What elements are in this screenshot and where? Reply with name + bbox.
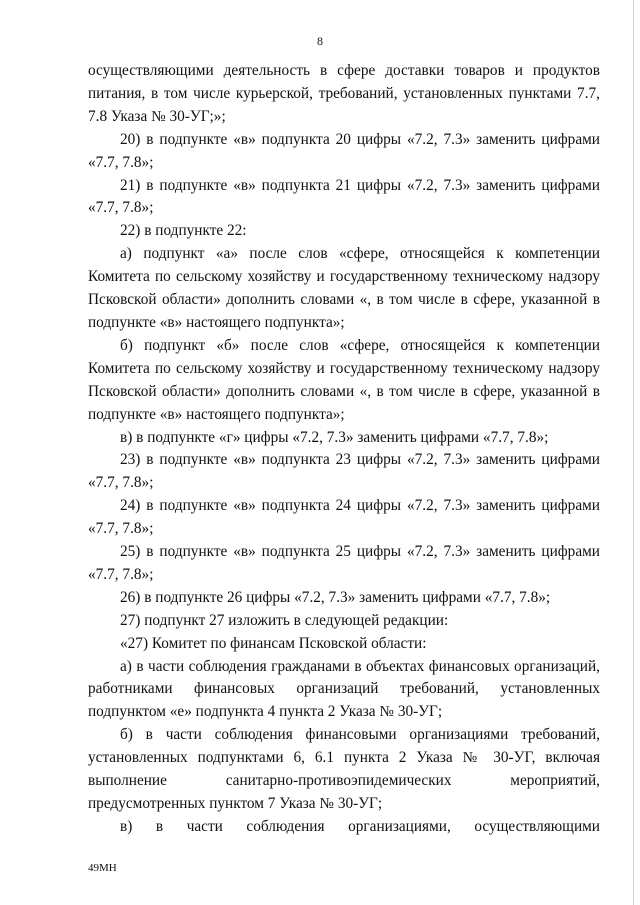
paragraph-item-22: 22) в подпункте 22: (120, 222, 247, 240)
paragraph-item-27-v: в) в части соблюдения организациями, осуществляющими (120, 817, 600, 835)
paragraph-item-22-a: а) подпункт «а» после слов «сфере, относящейся к компетенции Комитета по сельскому хозяйству и государственному техническому надзору Псковской области» дополнить словами «, в том числе в сфере, указанной в подпункте «в» настоящего подпункта»; (88, 245, 600, 331)
document-body (88, 60, 600, 839)
paragraph-item-27: 27) подпункт 27 изложить в следующей редакции: (120, 611, 449, 629)
paragraph-continuation: осуществляющими деятельность в сфере доставки товаров и продуктов питания, в том числе курьерской, требований, установленных пунктами 7.7, 7.8 Указа № 30-УГ;»; (88, 62, 600, 125)
scan-edge-line (633, 0, 634, 905)
paragraph-item-23: 23) в подпункте «в» подпункта 23 цифры «7.2, 7.3» заменить цифрами «7.7, 7.8»; (88, 451, 600, 492)
paragraph-item-27-a: а) в части соблюдения гражданами в объектах финансовых организаций, работниками финансовых организаций требований, установленных подпунктом «е» подпункта 4 пункта 2 Указа № 30-УГ; (88, 657, 600, 721)
paragraph-item-21: 21) в подпункте «в» подпункта 21 цифры «7.2, 7.3» заменить цифрами «7.7, 7.8»; (88, 176, 600, 217)
page-number: 8 (317, 34, 323, 48)
paragraph-item-25: 25) в подпункте «в» подпункта 25 цифры «7.2, 7.3» заменить цифрами «7.7, 7.8»; (88, 543, 600, 583)
paragraph-item-22-v: в) в подпункте «г» цифры «7.2, 7.3» заменить цифрами «7.7, 7.8»; (120, 428, 549, 446)
paragraph-item-20: 20) в подпункте «в» подпункта 20 цифры «7.2, 7.3» заменить цифрами «7.7, 7.8»; (88, 130, 600, 171)
footer-document-code: 49МН (88, 862, 117, 874)
paragraph-item-27-heading: «27) Комитет по финансам Псковской области: (120, 634, 427, 652)
paragraph-item-24: 24) в подпункте «в» подпункта 24 цифры «7.2, 7.3» заменить цифрами «7.7, 7.8»; (88, 497, 600, 538)
paragraph-item-22-b: б) подпункт «б» после слов «сфере, относящейся к компетенции Комитета по сельскому хозяйству и государственному техническому надзору Псковской области» дополнить словами «, в том числе в сфере, указанной в подпункте «в» настоящего подпункта»; (88, 336, 600, 423)
paragraph-item-27-b: б) в части соблюдения финансовыми организациями требований, установленных подпунктами 6, 6.1 пункта 2 Указа № 30-УГ, включая выполнение санитарно-противоэпидемических мероприятий, предусмотренных пунктом 7 Указа № 30-УГ; (88, 726, 600, 812)
paragraph-item-26: 26) в подпункте 26 цифры «7.2, 7.3» заменить цифрами «7.7, 7.8»; (120, 588, 551, 606)
